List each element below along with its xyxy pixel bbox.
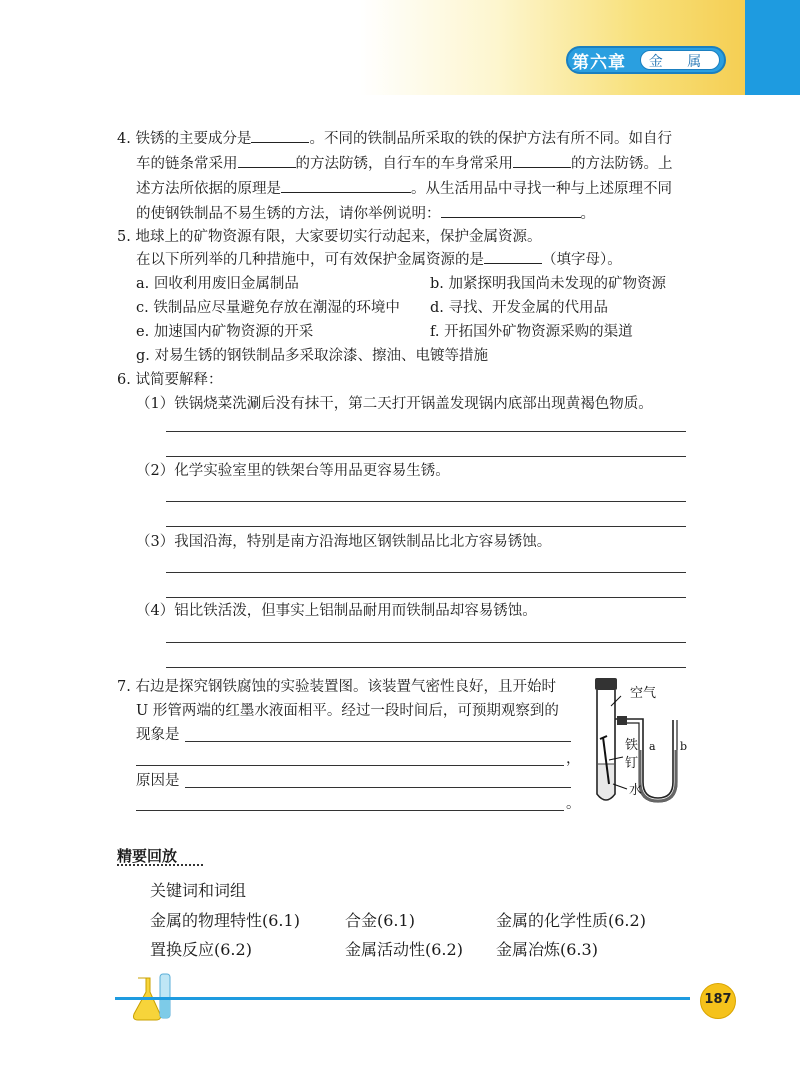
u-tube (615, 719, 673, 798)
keyword: 金属的化学性质(6.2) (496, 911, 646, 930)
keyword: 置换反应(6.2) (150, 940, 252, 959)
section-title: 精要回放 (117, 847, 178, 865)
label-nail-1: 铁 (625, 738, 639, 753)
q5-option-c: c. 铁制品应尽量避免存放在潮湿的环境中 (136, 300, 400, 316)
q6-part-3: （3）我国沿海，特别是南方沿海地区钢铁制品比北方容易锈蚀。 (136, 534, 552, 550)
q7-line-2: U 形管两端的红墨水液面相平。经过一段时间后，可预期观察到的 (136, 703, 559, 719)
q6-part-1: （1）铁锅烧菜洗涮后没有抹干，第二天打开锅盖发现锅内底部出现黄褐色物质。 (136, 396, 653, 412)
q4-line-1: 4. 铁锈的主要成分是 。不同的铁制品所采取的铁的保护方法有所不同。如自行 (117, 128, 672, 150)
rubber-stopper (595, 678, 617, 690)
answer-line[interactable] (166, 501, 686, 502)
answer-blank[interactable] (441, 203, 581, 218)
answer-blank[interactable] (484, 249, 542, 264)
answer-line[interactable] (136, 765, 564, 766)
keyword: 合金(6.1) (345, 911, 415, 930)
q6-part-2: （2）化学实验室里的铁架台等用品更容易生锈。 (136, 463, 450, 479)
q4-line-2: 车的链条常采用 的方法防锈，自行车的车身常采用 的方法防锈。上 (136, 153, 673, 175)
corrosion-apparatus-diagram (585, 672, 700, 812)
q5-option-d: d. 寻找、开发金属的代用品 (430, 300, 608, 316)
label-a: a (649, 740, 656, 753)
answer-line[interactable] (166, 572, 686, 573)
label-b: b (680, 740, 688, 753)
label-nail-2: 钉 (625, 756, 639, 771)
header-side-bar (745, 0, 800, 95)
comma: ， (566, 751, 581, 767)
period: 。 (566, 796, 581, 812)
keyword: 金属的物理特性(6.1) (150, 911, 300, 930)
keyword: 金属活动性(6.2) (345, 940, 463, 959)
answer-line[interactable] (166, 597, 686, 598)
answer-line[interactable] (166, 456, 686, 457)
keyword: 金属冶炼(6.3) (496, 940, 598, 959)
answer-line[interactable] (185, 787, 571, 788)
q5-option-f: f. 开拓国外矿物资源采购的渠道 (430, 324, 633, 340)
q7-phenomenon-label: 现象是 (136, 727, 180, 743)
clamp (617, 716, 627, 725)
page-number: 187 (704, 992, 732, 1007)
q6-part-4: （4）铝比铁活泼，但事实上铝制品耐用而铁制品却容易锈蚀。 (136, 603, 537, 619)
answer-line[interactable] (166, 526, 686, 527)
keywords-title: 关键词和词组 (150, 881, 247, 900)
answer-line[interactable] (166, 431, 686, 432)
answer-blank[interactable] (513, 153, 571, 168)
q5-option-g: g. 对易生锈的钢铁制品多采取涂漆、擦油、电镀等措施 (136, 348, 488, 364)
q4-line-4: 的使钢铁制品不易生锈的方法，请你举例说明： 。 (136, 203, 595, 225)
q5-option-b: b. 加紧探明我国尚未发现的矿物资源 (430, 276, 666, 292)
answer-line[interactable] (185, 741, 571, 742)
answer-blank[interactable] (238, 153, 296, 168)
water-in-tube (598, 764, 614, 799)
label-water: 水 (629, 783, 643, 798)
footer-line (115, 997, 690, 1000)
flask-icon (128, 968, 184, 1024)
q5-option-a: a. 回收利用废旧金属制品 (136, 276, 299, 292)
answer-line[interactable] (166, 642, 686, 643)
chapter-label: 第六章 (572, 53, 626, 73)
answer-line[interactable] (166, 667, 686, 668)
answer-blank[interactable] (281, 178, 411, 193)
section-underline (117, 864, 203, 866)
q4-line-3: 述方法所依据的原理是 。从生活用品中寻找一种与上述原理不同 (136, 178, 672, 200)
answer-line[interactable] (136, 810, 564, 811)
q6-title: 6. 试简要解释： (117, 372, 223, 388)
chapter-topic: 金 属 (648, 54, 712, 70)
q5-option-e: e. 加速国内矿物资源的开采 (136, 324, 314, 340)
q7-reason-label: 原因是 (136, 773, 180, 789)
label-air: 空气 (630, 686, 657, 701)
q7-line-1: 7. 右边是探究钢铁腐蚀的实验装置图。该装置气密性良好，且开始时 (117, 679, 556, 695)
answer-blank[interactable] (251, 128, 309, 143)
q5-line-1: 5. 地球上的矿物资源有限，大家要切实行动起来，保护金属资源。 (117, 229, 542, 245)
q5-line-2: 在以下所列举的几种措施中，可有效保护金属资源的是 （填字母）。 (136, 249, 622, 271)
